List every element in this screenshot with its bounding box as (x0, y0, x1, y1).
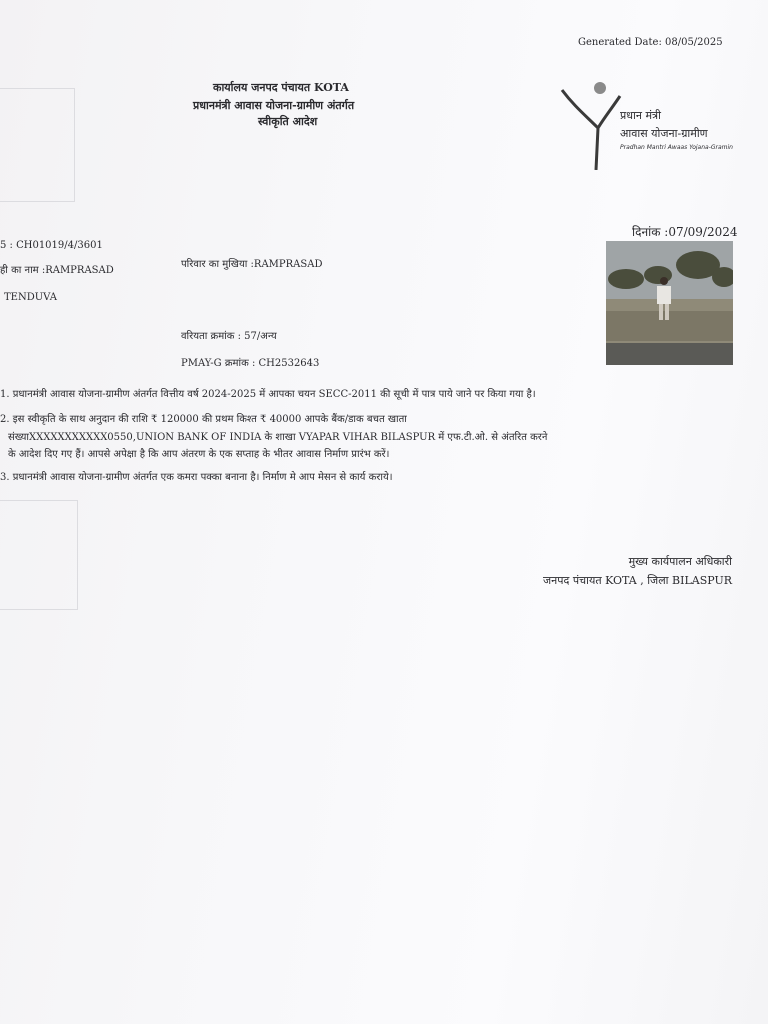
priority-number: वरियता क्रमांक : 57/अन्य (181, 331, 277, 342)
beneficiary-name: ही का नाम :RAMPRASAD (0, 265, 114, 276)
signatory-office: जनपद पंचायत KOTA , जिला BILASPUR (543, 574, 732, 587)
beneficiary-photo-image (606, 241, 733, 365)
paragraph-1: 1. प्रधानमंत्री आवास योजना-ग्रामीण अंतर्गत वित्तीय वर्ष 2024-2025 में आपका चयन SECC-2011 की सूची में पात्र पाये जाने पर किया गया है। (0, 389, 536, 400)
office-heading: कार्यालय जनपद पंचायत KOTA (213, 81, 349, 94)
reference-number: 5 : CH01019/4/3601 (0, 240, 103, 251)
order-title: स्वीकृति आदेश (258, 115, 318, 128)
left-margin-box-bottom (0, 500, 78, 610)
logo-line-3: Pradhan Mantri Awaas Yojana-Gramin (620, 144, 733, 151)
paragraph-2-line-1: 2. इस स्वीकृति के साथ अनुदान की राशि ₹ 120000 की प्रथम किश्त ₹ 40000 आपके बैंक/डाक बचत खाता (0, 414, 407, 425)
paragraph-2-line-2: संख्याXXXXXXXXXXX0550,UNION BANK OF INDIA के शाखा VYAPAR VIHAR BILASPUR में एफ.टी.ओ. से अंतरित करने (8, 432, 548, 443)
logo-line-2: आवास योजना-ग्रामीण (620, 127, 708, 140)
generated-date: Generated Date: 08/05/2025 (578, 37, 723, 48)
pmay-id: PMAY-G क्रमांक : CH2532643 (181, 358, 320, 369)
pmayg-logo (560, 78, 733, 170)
order-date: दिनांक :07/09/2024 (632, 225, 738, 239)
signatory-designation: मुख्य कार्यपालन अधिकारी (628, 555, 732, 568)
beneficiary-photo (606, 241, 733, 365)
paragraph-3: 3. प्रधानमंत्री आवास योजना-ग्रामीण अंतर्गत एक कमरा पक्का बनाना है। निर्माण मे आप मेसन से कार्य कराये। (0, 472, 393, 483)
scheme-heading: प्रधानमंत्री आवास योजना-ग्रामीण अंतर्गत (193, 99, 355, 112)
left-margin-box-top (0, 88, 75, 202)
pmayg-logo-mark-icon (560, 78, 622, 170)
paragraph-2-line-3: के आदेश दिए गए हैं। आपसे अपेक्षा है कि आप अंतरण के एक सप्ताह के भीतर आवास निर्माण प्रारंभ करें। (8, 449, 390, 460)
village-name: TENDUVA (4, 292, 57, 303)
logo-line-1: प्रधान मंत्री (620, 109, 661, 122)
head-of-family: परिवार का मुखिया :RAMPRASAD (181, 259, 323, 270)
